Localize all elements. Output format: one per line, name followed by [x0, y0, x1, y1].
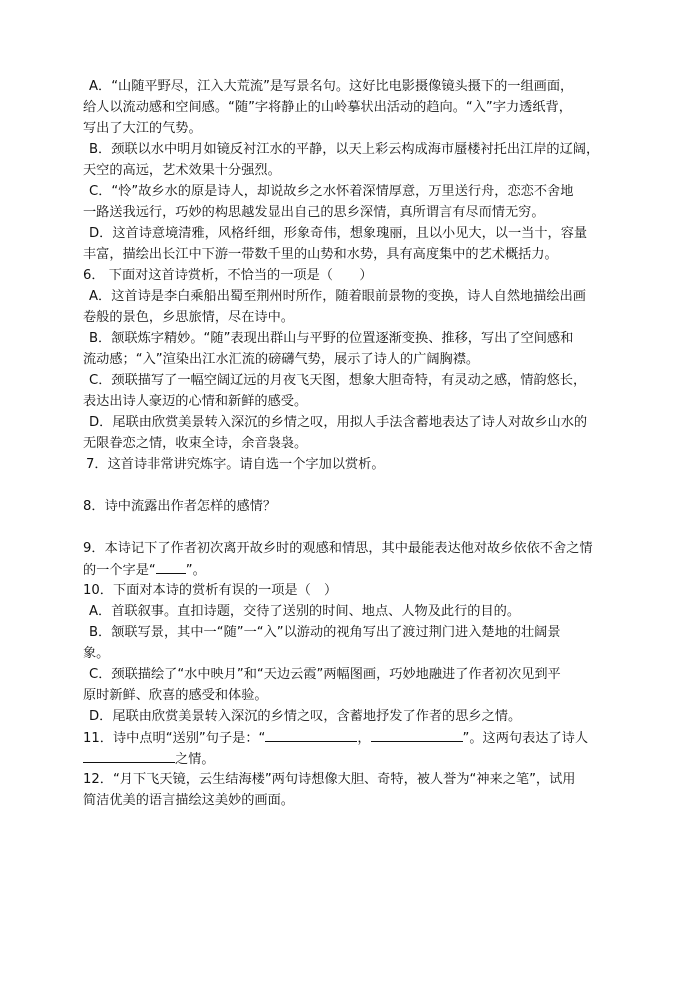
question-7: 7．这首诗非常讲究炼字。请自选一个字加以赏析。 — [86, 457, 385, 472]
q11-answer-blank-1[interactable] — [265, 727, 357, 742]
question-8: 8．诗中流露出作者怎样的感情？ — [83, 499, 277, 514]
option-c-line-1: C．“怜”故乡水的原是诗人，却说故乡之水怀着深情厚意，万里送行舟，恋恋不舍地 — [89, 184, 574, 199]
q6-option-a-line-1: A．这首诗是李白乘船出蜀至荆州时所作，随着眼前景物的变换，诗人自然地描绘出画 — [89, 289, 586, 304]
q6-option-d-line-1: D．尾联由欣赏美景转入深沉的乡情之叹，用拟人手法含蓄地表达了诗人对故乡山水的 — [89, 415, 588, 430]
q6-option-d-line-2: 无限眷恋之情，收束全诗，余音袅袅。 — [83, 436, 308, 451]
answer-space — [83, 517, 626, 538]
q9-text-after-blank: ”。 — [185, 563, 206, 578]
q10-option-b-line-1: B．颔联写景，其中一“随”一“入”以游动的视角写出了渡过荆门进入楚地的壮阔景 — [89, 625, 561, 640]
question-11-line-1 — [83, 727, 626, 748]
q9-answer-blank[interactable] — [156, 559, 186, 574]
option-a-line-3: 写出了大江的气势。 — [83, 121, 202, 136]
q11-answer-blank-3[interactable] — [83, 748, 175, 763]
q10-option-c-line-2: 原时新鲜、欣喜的感受和体验。 — [83, 688, 268, 703]
question-12-line-1: 12．“月下飞天镜，云生结海楼”两句诗想像大胆、奇特，被人誉为“神来之笔”，试用 — [83, 772, 576, 787]
q11-text-before-blank: 11．诗中点明“送别”句子是：“ — [83, 731, 266, 746]
question-12-line-2: 简洁优美的语言描绘这美妙的画面。 — [83, 793, 294, 808]
question-9-line-2 — [83, 559, 626, 580]
option-a-line-2: 给人以流动感和空间感。“随”字将静止的山岭摹状出活动的趋向。“入”字力透纸背， — [83, 100, 572, 115]
q11-comma: ， — [357, 731, 371, 746]
q11-text-after-blank: ”。这两句表达了诗人 — [462, 731, 589, 746]
q6-option-b-line-2: 流动感；“入”渲染出江水汇流的磅礴气势，展示了诗人的广阔胸襟。 — [83, 352, 480, 367]
q10-option-c-line-1: C．颈联描绘了“水中映月”和“天边云霞”两幅图画，巧妙地融进了作者初次见到平 — [89, 667, 561, 682]
q6-option-c-line-1: C．颈联描写了一幅空阔辽远的月夜飞天图，想象大胆奇特，有灵动之感，情韵悠长， — [89, 373, 587, 388]
q6-option-a-line-2: 卷般的景色，乡思旅情，尽在诗中。 — [83, 310, 294, 325]
q6-option-b-line-1: B．颔联炼字精妙。“随”表现出群山与平野的位置逐渐变换、推移，写出了空间感和 — [89, 331, 574, 346]
q10-option-d: D．尾联由欣赏美景转入深沉的乡情之叹，含蓄地抒发了作者的思乡之情。 — [89, 709, 522, 724]
q10-option-b-line-2: 象。 — [83, 646, 110, 661]
q11-text-end: 之情。 — [175, 752, 215, 767]
q11-answer-blank-2[interactable] — [371, 727, 463, 742]
option-a-line-1: A．“山随平野尽，江入大荒流”是写景名句。这好比电影摄像镜头摄下的一组画面， — [89, 79, 574, 94]
option-d-line-1: D．这首诗意境清雅，风格纤细，形象奇伟，想象瑰丽，且以小见大，以一当十，容量 — [89, 226, 588, 241]
question-11-line-2 — [83, 748, 626, 769]
option-b-line-1: B．颈联以水中明月如镜反衬江水的平静，以天上彩云构成海市蜃楼衬托出江岸的辽阔， — [89, 142, 600, 157]
option-b-line-2: 天空的高远，艺术效果十分强烈。 — [83, 163, 281, 178]
q6-option-c-line-2: 表达出诗人豪迈的心情和新鲜的感受。 — [83, 394, 308, 409]
option-c-line-2: 一路送我远行，巧妙的构思越发显出自己的思乡深情，真所谓言有尽而情无穷。 — [83, 205, 545, 220]
q9-text-before-blank: 的一个字是“ — [83, 563, 156, 578]
option-d-line-2: 丰富，描绘出长江中下游一带数千里的山势和水势，具有高度集中的艺术概括力。 — [83, 247, 558, 262]
q10-option-a: A．首联叙事。直扣诗题，交待了送别的时间、地点、人物及此行的目的。 — [89, 604, 521, 619]
question-6: 6． 下面对这首诗赏析，不恰当的一项是（ ） — [83, 268, 373, 283]
question-10: 10．下面对本诗的赏析有误的一项是（ ） — [83, 583, 338, 598]
answer-space — [83, 475, 626, 496]
question-9-line-1: 9．本诗记下了作者初次离开故乡时的观感和情思，其中最能表达他对故乡依依不舍之情 — [83, 541, 593, 556]
